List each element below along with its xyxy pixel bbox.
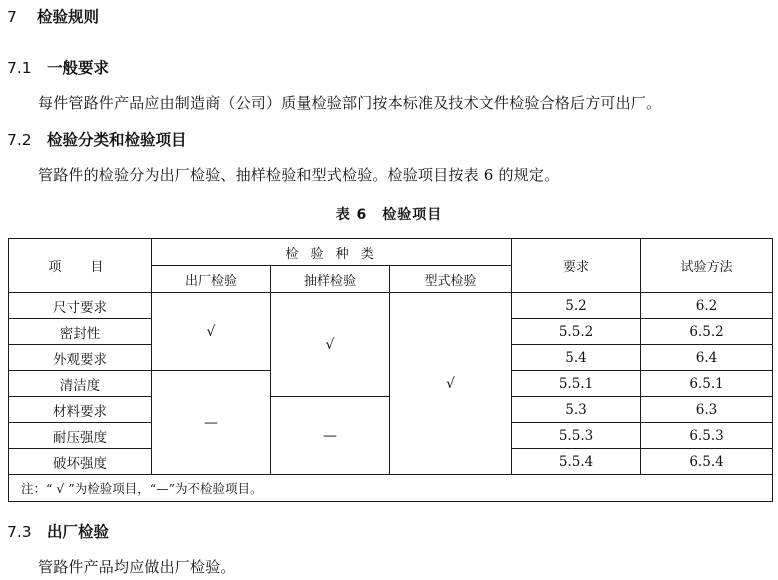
section-7-1-paragraph: 每件管路件产品应由制造商（公司）质量检验部门按本标准及技术文件检验合格后方可出厂。 <box>38 94 662 112</box>
header-requirement: 要求 <box>512 239 641 293</box>
section-number: 7.2 <box>7 131 32 149</box>
section-number: 7 <box>7 8 17 26</box>
row-item: 外观要求 <box>9 345 152 371</box>
row-method: 6.3 <box>641 397 773 423</box>
header-item: 项 目 <box>9 239 152 293</box>
row-method: 6.5.1 <box>641 371 773 397</box>
section-title: 出厂检验 <box>47 523 110 541</box>
factory-check-mark: √ <box>152 293 271 371</box>
row-requirement: 5.5.1 <box>512 371 641 397</box>
section-7-3-heading <box>7 520 109 542</box>
section-7-2-heading <box>7 128 187 150</box>
row-method: 6.2 <box>641 293 773 319</box>
header-type-inspection: 型式检验 <box>390 266 512 293</box>
section-7-2-paragraph: 管路件的检验分为出厂检验、抽样检验和型式检验。检验项目按表 6 的规定。 <box>38 166 560 184</box>
row-requirement: 5.2 <box>512 293 641 319</box>
row-item: 材料要求 <box>9 397 152 423</box>
section-7-1-heading <box>7 56 109 78</box>
section-7-3-paragraph: 管路件产品均应做出厂检验。 <box>38 558 236 576</box>
row-requirement: 5.4 <box>512 345 641 371</box>
inspection-items-table <box>8 238 773 502</box>
table-caption: 表 6 检验项目 <box>335 207 443 223</box>
factory-dash-mark: — <box>152 371 271 475</box>
section-number: 7.1 <box>7 59 32 77</box>
row-requirement: 5.3 <box>512 397 641 423</box>
row-item: 清洁度 <box>9 371 152 397</box>
header-test-method: 试验方法 <box>641 239 773 293</box>
row-method: 6.4 <box>641 345 773 371</box>
sampling-dash-mark: — <box>271 397 390 475</box>
row-requirement: 5.5.3 <box>512 423 641 449</box>
header-sampling-inspection: 抽样检验 <box>271 266 390 293</box>
row-item: 密封性 <box>9 319 152 345</box>
header-inspection-category: 检 验 种 类 <box>152 239 512 266</box>
section-7-heading <box>7 5 99 27</box>
section-number: 7.3 <box>7 523 32 541</box>
row-method: 6.5.4 <box>641 449 773 475</box>
row-method: 6.5.2 <box>641 319 773 345</box>
table-row <box>9 293 773 319</box>
row-requirement: 5.5.2 <box>512 319 641 345</box>
row-item: 耐压强度 <box>9 423 152 449</box>
section-title: 检验分类和检验项目 <box>47 131 187 149</box>
sampling-check-mark: √ <box>271 293 390 397</box>
row-method: 6.5.3 <box>641 423 773 449</box>
section-title: 检验规则 <box>37 8 100 26</box>
row-item: 破坏强度 <box>9 449 152 475</box>
type-check-mark: √ <box>390 293 512 475</box>
row-item: 尺寸要求 <box>9 293 152 319</box>
section-title: 一般要求 <box>47 59 110 77</box>
header-factory-inspection: 出厂检验 <box>152 266 271 293</box>
row-requirement: 5.5.4 <box>512 449 641 475</box>
table-note: 注：“ √ ”为检验项目，“—”为不检验项目。 <box>9 475 773 502</box>
